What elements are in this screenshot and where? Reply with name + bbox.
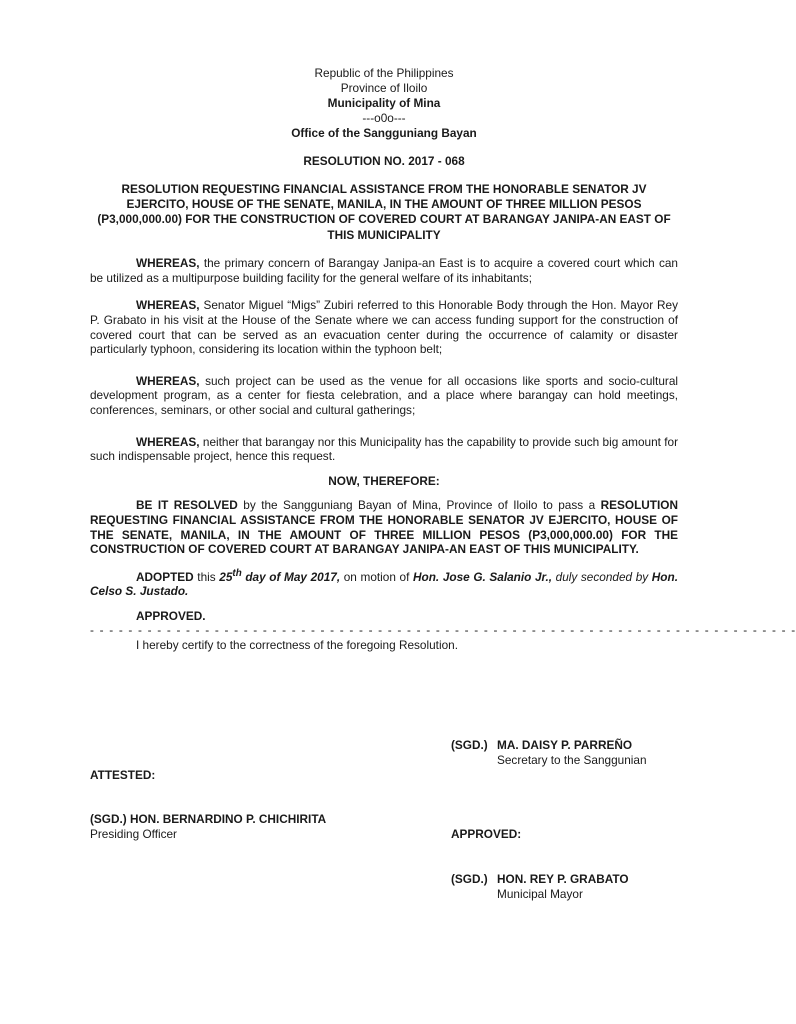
whereas-paragraph-1: [90, 256, 678, 285]
header-separator: ---o0o---: [362, 111, 406, 125]
presiding-name: HON. BERNARDINO P. CHICHIRITA: [129, 812, 327, 826]
approved-label: APPROVED:: [451, 827, 522, 841]
resolved-text: by the Sangguniang Bayan of Mina, Province of Iloilo to pass a: [237, 498, 601, 513]
presiding-role: Presiding Officer: [90, 826, 177, 841]
header-office: Office of the Sangguniang Bayan: [291, 126, 477, 140]
resolution-title: RESOLUTION REQUESTING FINANCIAL ASSISTANCE FROM THE HONORABLE SENATOR JV EJERCITO, HOUSE OF THE SENATE, MANILA, IN THE AMOUNT OF THREE MILLION PESOS (P3,000,000.00) FOR THE CONSTRUCTION OF COVERED COURT AT BARANGAY JANIPA-AN EAST OF THIS MUNICIPALITY: [97, 181, 671, 242]
mayor-sgd: (SGD.): [451, 872, 488, 886]
presiding-officer-signature: [90, 812, 326, 841]
whereas-keyword: WHEREAS,: [136, 256, 200, 271]
secretary-signature: [451, 738, 647, 767]
header-republic: Republic of the Philippines: [314, 66, 454, 80]
whereas-text: neither that barangay nor this Municipality has the capability to provide such big amount for such indispensable project, hence this request.: [90, 434, 678, 464]
whereas-text: such project can be used as the venue for all occasions like sports and socio-cultural development program, as a center for fiesta celebration, and a place where barangay can hold meetings, conferences, seminars, or other social and cultural gatherings;: [90, 373, 678, 417]
adopted-paragraph: [90, 567, 678, 599]
header-municipality: Municipality of Mina: [327, 96, 441, 110]
whereas-paragraph-3: [90, 374, 678, 418]
whereas-keyword: WHEREAS,: [136, 298, 200, 313]
whereas-paragraph-4: [90, 435, 678, 464]
resolved-bold-text: RESOLUTION REQUESTING FINANCIAL ASSISTANCE FROM THE HONORABLE SENATOR JV EJERCITO, HOUSE OF THE SENATE, MANILA, IN THE AMOUNT OF THREE MILLION PESOS (P3,000,000.00) FOR THE CONSTRUCTION OF COVERED COURT AT BARANGAY JANIPA-AN EAST OF THIS MUNICIPALITY.: [90, 498, 678, 557]
attested-label: ATTESTED:: [90, 768, 156, 782]
adopted-this: this: [193, 569, 220, 584]
approved-statement: APPROVED.: [136, 608, 206, 623]
whereas-text: the primary concern of Barangay Janipa-an East is to acquire a covered court which can be utilized as a multipurpose building facility for the general welfare of its inhabitants;: [90, 256, 678, 285]
adopted-mover: Hon. Jose G. Salanio Jr.,: [412, 569, 553, 584]
mayor-role: Municipal Mayor: [497, 886, 583, 901]
dashed-separator: - - - - - - - - - - - - - - - - - - - - - - - - - - - - - - - - - - - - - - - - - - - - - - - - - - - - - - - - - - - - - - - - - - - - - - - - - -: [90, 623, 796, 638]
adopted-seconded: duly seconded by: [552, 569, 652, 584]
mayor-signature: [451, 872, 629, 901]
resolved-keyword: BE IT RESOLVED: [136, 498, 238, 513]
adopted-day-number: 25: [219, 569, 233, 584]
mayor-name: HON. REY P. GRABATO: [497, 872, 629, 886]
adopted-day-rest: day of May 2017,: [241, 569, 341, 584]
secretary-role: Secretary to the Sanggunian: [497, 752, 647, 767]
adopted-day-suffix: th: [232, 567, 242, 579]
presiding-officer-line: [90, 812, 326, 827]
whereas-keyword: WHEREAS,: [136, 434, 200, 449]
whereas-paragraph-2: [90, 298, 678, 356]
header-province: Province of Iloilo: [340, 81, 428, 95]
whereas-text: Senator Miguel “Migs” Zubiri referred to this Honorable Body through the Hon. Mayor Rey P. Grabato in his visit at the House of the Senate where we can access funding support for the construction of covered court that can be served as an evacuation center during the occurrence of calamity or disaster particularly typhoon, considering its location within the typhoon belt;: [90, 298, 678, 357]
adopted-motion: on motion of: [340, 569, 413, 584]
resolution-document: [90, 66, 796, 653]
presiding-sgd: (SGD.): [90, 812, 127, 826]
secretary-name: MA. DAISY P. PARREÑO: [497, 738, 633, 752]
secretary-sgd: (SGD.): [451, 738, 488, 752]
whereas-keyword: WHEREAS,: [136, 373, 200, 388]
certification-statement: I hereby certify to the correctness of the foregoing Resolution.: [136, 638, 458, 653]
adopted-seconder: Hon. Celso S. Justado.: [90, 569, 678, 599]
adopted-keyword: ADOPTED: [136, 569, 194, 584]
resolution-number: RESOLUTION NO. 2017 - 068: [303, 154, 465, 168]
now-therefore: NOW, THEREFORE:: [328, 473, 440, 488]
be-it-resolved-paragraph: [90, 498, 678, 556]
